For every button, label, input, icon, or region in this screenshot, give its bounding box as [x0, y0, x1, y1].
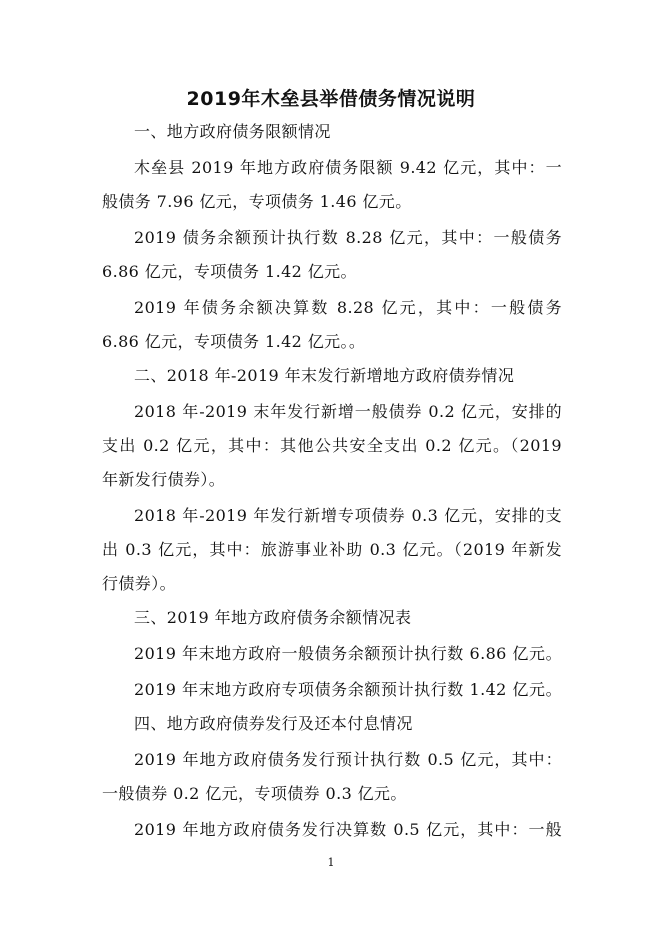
section-heading-debt-limit: 一、地方政府债务限额情况 — [134, 122, 331, 141]
paragraph-line: 2019 债务余额预计执行数 8.28 亿元，其中：一般债务 — [134, 228, 562, 247]
paragraph-line: 6.86 亿元，专项债务 1.42 亿元。 — [102, 262, 357, 281]
paragraph-line: 行债券）。 — [102, 574, 177, 593]
paragraph-line: 2019 年地方政府债务发行决算数 0.5 亿元，其中：一般 — [134, 820, 562, 839]
paragraph-line: 2019 年债务余额决算数 8.28 亿元，其中：一般债务 — [134, 298, 562, 317]
paragraph-line: 2018 年-2019 年发行新增专项债券 0.3 亿元，安排的支 — [134, 506, 562, 525]
section-heading-issuance-repayment: 四、地方政府债券发行及还本付息情况 — [134, 714, 413, 733]
paragraph-line: 2019 年末地方政府专项债务余额预计执行数 1.42 亿元。 — [134, 680, 562, 699]
paragraph-line: 年新发行债券）。 — [102, 470, 226, 489]
paragraph-line: 2018 年-2019 末年发行新增一般债券 0.2 亿元，安排的 — [134, 402, 562, 421]
section-heading-balance-table: 三、2019 年地方政府债务余额情况表 — [134, 608, 412, 627]
page-number: 1 — [327, 856, 335, 869]
paragraph-line: 支出 0.2 亿元，其中：其他公共安全支出 0.2 亿元。（2019 — [102, 436, 562, 455]
paragraph-line: 出 0.3 亿元，其中：旅游事业补助 0.3 亿元。（2019 年新发 — [102, 540, 562, 559]
paragraph-line: 木垒县 2019 年地方政府债务限额 9.42 亿元，其中：一 — [134, 158, 562, 177]
paragraph-line: 6.86 亿元，专项债务 1.42 亿元。。 — [102, 332, 366, 351]
paragraph-line: 2019 年末地方政府一般债务余额预计执行数 6.86 亿元。 — [134, 644, 562, 663]
paragraph-line: 一般债券 0.2 亿元，专项债券 0.3 亿元。 — [102, 784, 407, 803]
section-heading-new-bonds: 二、2018 年-2019 年末发行新增地方政府债券情况 — [134, 366, 515, 385]
document-title: 2019年木垒县举借债务情况说明 — [186, 88, 476, 110]
paragraph-line: 般债务 7.96 亿元，专项债务 1.46 亿元。 — [102, 192, 412, 211]
paragraph-line: 2019 年地方政府债务发行预计执行数 0.5 亿元，其中： — [134, 750, 562, 769]
